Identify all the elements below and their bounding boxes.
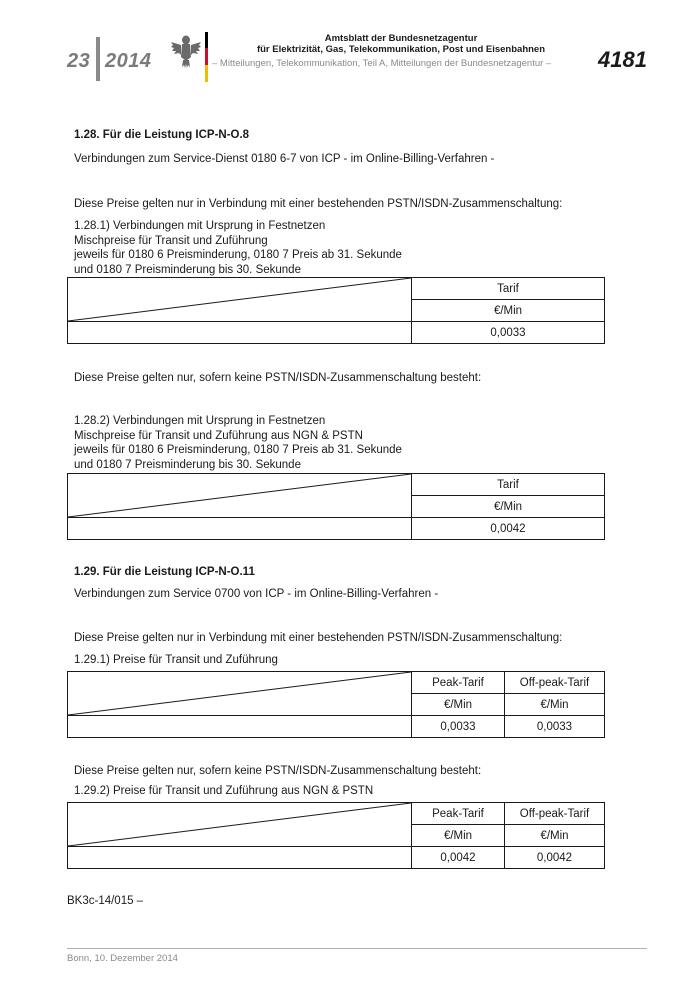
subsection-129-1: 1.29.1) Preise für Transit und Zuführung xyxy=(74,654,278,666)
price-cell: 0,0033 xyxy=(412,322,605,344)
flag-stripe-red xyxy=(205,48,208,65)
empty-cell xyxy=(68,322,412,344)
unit-cell: €/Min xyxy=(412,496,605,518)
subsection-line: Mischpreise für Transit und Zuführung xyxy=(74,234,268,247)
unit-cell: €/Min xyxy=(505,694,605,716)
subsection-line: und 0180 7 Preisminderung bis 30. Sekunde xyxy=(74,458,301,471)
empty-cell xyxy=(68,518,412,540)
journal-subtitle: – Mitteilungen, Telekommunikation, Teil A, Mitteilungen der Bundesnetzagentur – xyxy=(212,58,552,69)
price-cell-offpeak: 0,0033 xyxy=(505,716,605,738)
price-cell-peak: 0,0033 xyxy=(412,716,505,738)
column-header-offpeak: Off-peak-Tarif xyxy=(505,803,605,825)
section-heading-128: 1.28. Für die Leistung ICP-N-O.8 xyxy=(74,129,250,141)
tariff-table-129-1 xyxy=(67,671,605,738)
empty-cell xyxy=(68,716,412,738)
subsection-line: jeweils für 0180 6 Preisminderung, 0180 7 Preis ab 31. Sekunde xyxy=(74,249,402,261)
journal-title-line2: für Elektrizität, Gas, Telekommunikation, Post und Eisenbahnen xyxy=(256,44,546,55)
price-cell: 0,0042 xyxy=(412,518,605,540)
price-cell-offpeak: 0,0042 xyxy=(505,847,605,869)
issue-year: 2014 xyxy=(105,50,152,72)
unit-cell: €/Min xyxy=(412,694,505,716)
condition-note: Diese Preise gelten nur in Verbindung mit einer bestehenden PSTN/ISDN-Zusammenschaltung: xyxy=(74,632,563,644)
condition-note: Diese Preise gelten nur, sofern keine PSTN/ISDN-Zusammenschaltung besteht: xyxy=(74,765,482,777)
issue-number: 23 xyxy=(67,50,91,72)
section-subtitle-128: Verbindungen zum Service-Dienst 0180 6-7 von ICP - im Online-Billing-Verfahren - xyxy=(74,153,495,165)
empty-cell xyxy=(68,847,412,869)
column-header-peak: Peak-Tarif xyxy=(412,803,505,825)
federal-eagle-icon xyxy=(170,33,202,69)
footer-divider xyxy=(67,948,647,949)
tariff-table-129-2 xyxy=(67,802,605,869)
flag-stripe-gold xyxy=(205,65,208,82)
journal-title-line1: Amtsblatt der Bundesnetzagentur xyxy=(324,33,478,44)
tariff-table-128-1 xyxy=(67,277,605,344)
subsection-line: 1.28.2) Verbindungen mit Ursprung in Festnetzen xyxy=(74,415,326,427)
column-header: Tarif xyxy=(412,474,605,496)
unit-cell: €/Min xyxy=(412,300,605,322)
condition-note: Diese Preise gelten nur, sofern keine PSTN/ISDN-Zusammenschaltung besteht: xyxy=(74,372,482,384)
unit-cell: €/Min xyxy=(412,825,505,847)
page-number: 4181 xyxy=(598,47,647,72)
subsection-line: 1.28.1) Verbindungen mit Ursprung in Festnetzen xyxy=(74,220,326,232)
unit-cell: €/Min xyxy=(505,825,605,847)
column-header-offpeak: Off-peak-Tarif xyxy=(505,672,605,694)
column-header: Tarif xyxy=(412,278,605,300)
footer-date: Bonn, 10. Dezember 2014 xyxy=(67,953,178,964)
subsection-line: und 0180 7 Preisminderung bis 30. Sekunde xyxy=(74,263,301,276)
subsection-line: Mischpreise für Transit und Zuführung aus NGN & PSTN xyxy=(74,429,363,442)
tariff-table-128-2 xyxy=(67,473,605,540)
issue-divider xyxy=(96,37,100,81)
subsection-129-2: 1.29.2) Preise für Transit und Zuführung aus NGN & PSTN xyxy=(74,785,374,797)
reference-code: BK3c-14/015 – xyxy=(67,895,144,907)
subsection-128-2 xyxy=(74,414,402,472)
diagonal-cell xyxy=(68,803,412,847)
price-cell-peak: 0,0042 xyxy=(412,847,505,869)
diagonal-cell xyxy=(68,278,412,322)
diagonal-cell xyxy=(68,474,412,518)
journal-title xyxy=(215,33,587,55)
section-heading-129: 1.29. Für die Leistung ICP-N-O.11 xyxy=(74,566,255,578)
section-subtitle-129: Verbindungen zum Service 0700 von ICP - im Online-Billing-Verfahren - xyxy=(74,588,439,600)
subsection-128-1 xyxy=(74,219,402,277)
diagonal-cell xyxy=(68,672,412,716)
column-header-peak: Peak-Tarif xyxy=(412,672,505,694)
condition-note: Diese Preise gelten nur in Verbindung mit einer bestehenden PSTN/ISDN-Zusammenschaltung: xyxy=(74,198,563,210)
subsection-line: jeweils für 0180 6 Preisminderung, 0180 7 Preis ab 31. Sekunde xyxy=(74,444,402,456)
